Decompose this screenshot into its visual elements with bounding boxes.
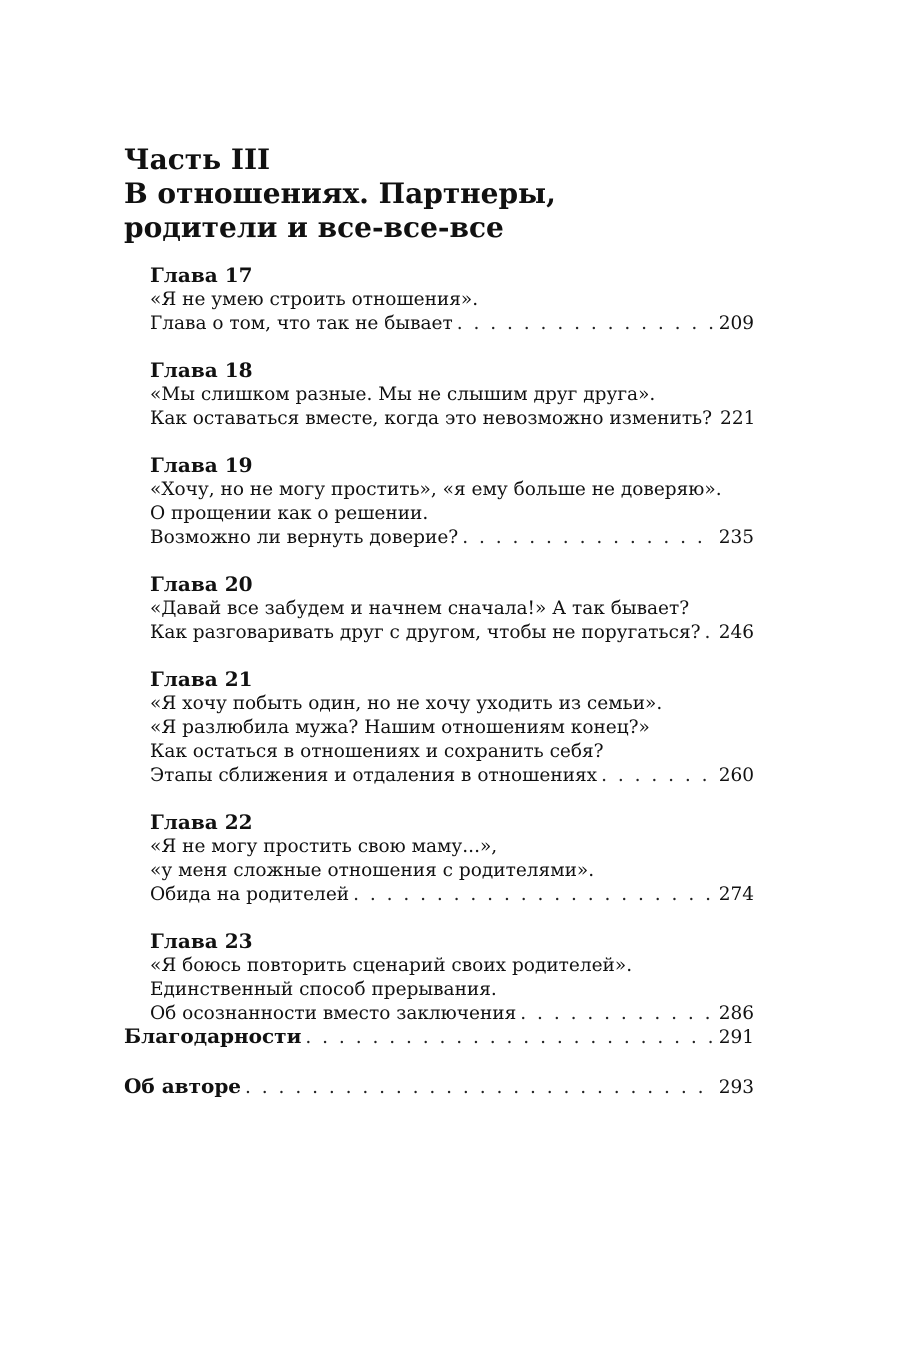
dot-leader [457,312,715,336]
chapter-title-with-page [150,407,754,431]
page-number: 235 [718,527,754,548]
toc-entry-about-author[interactable] [124,1070,754,1102]
chapter-title-with-page [150,621,754,645]
page-number: 246 [718,622,754,643]
part-title-line-1: В отношениях. Партнеры, [124,177,556,210]
page-number: 286 [718,1003,754,1024]
chapter-label: Глава 19 [150,453,253,477]
backmatter-title: Об авторе [124,1074,242,1098]
chapter-subtitle-line: Единственный способ прерывания. [150,979,497,1000]
chapter-subtitle-line: О прощении как о решении. [150,503,429,524]
chapter-subtitle-line: «Я не умею строить отношения». [150,289,479,310]
page-number: 291 [718,1027,754,1048]
toc-entry-chapter-17[interactable] [150,262,754,336]
chapter-title-line: Как оставаться вместе, когда это невозможно изменить? [150,408,713,429]
page-number: 209 [718,313,754,334]
chapter-title-line: Как разговаривать друг с другом, чтобы не поругаться? [150,622,701,643]
dot-leader [353,883,715,907]
chapter-title-with-page [150,526,754,550]
part-title-line-2: родители и все-все-все [124,211,504,244]
chapter-list [150,262,754,1047]
backmatter-list [124,1020,754,1120]
chapter-subtitle-line: «Я разлюбила мужа? Нашим отношениям конец?» [150,717,650,738]
chapter-title-line: Этапы сближения и отдаления в отношениях [150,765,598,786]
chapter-subtitle-line: «Хочу, но не могу простить», «я ему больше не доверяю». [150,479,722,500]
chapter-label: Глава 20 [150,572,253,596]
toc-entry-chapter-23[interactable] [150,928,754,1026]
part-label: Часть III [124,143,271,176]
chapter-subtitle-line: «Мы слишком разные. Мы не слышим друг друга». [150,384,656,405]
chapter-subtitle-line: «Я не могу простить свою маму...», [150,836,498,857]
toc-entry-chapter-20[interactable] [150,571,754,645]
chapter-title-line: Глава о том, что так не бывает [150,313,453,334]
chapter-title-line: Об осознанности вместо заключения [150,1003,517,1024]
page-number: 293 [718,1077,754,1098]
page-number: 221 [720,408,756,429]
part-heading [124,143,764,245]
chapter-subtitle-line: Как остаться в отношениях и сохранить себя? [150,741,604,762]
chapter-title-with-page [150,764,754,788]
chapter-title-with-page [150,312,754,336]
page-number: 274 [718,884,754,905]
dot-leader [462,526,714,550]
chapter-title-with-page [150,883,754,907]
chapter-subtitle-line: «Я хочу побыть один, но не хочу уходить из семьи». [150,693,663,714]
toc-entry-chapter-21[interactable] [150,666,754,788]
dot-leader [601,764,715,788]
toc-entry-acknowledgements[interactable] [124,1020,754,1052]
chapter-label: Глава 23 [150,929,253,953]
chapter-subtitle-line: «у меня сложные отношения с родителями». [150,860,595,881]
dot-leader [705,621,715,645]
backmatter-title: Благодарности [124,1024,302,1048]
chapter-label: Глава 17 [150,263,253,287]
toc-entry-chapter-22[interactable] [150,809,754,907]
chapter-subtitle-line: «Давай все забудем и начнем сначала!» А так бывает? [150,598,690,619]
toc-entry-chapter-18[interactable] [150,357,754,431]
chapter-subtitle-line: «Я боюсь повторить сценарий своих родителей». [150,955,633,976]
toc-entry-chapter-19[interactable] [150,452,754,550]
chapter-label: Глава 18 [150,358,253,382]
chapter-label: Глава 22 [150,810,253,834]
chapter-label: Глава 21 [150,667,253,691]
page-number: 260 [718,765,754,786]
chapter-title-line: Обида на родителей [150,884,350,905]
dot-leader [245,1072,715,1104]
chapter-title-line: Возможно ли вернуть доверие? [150,527,459,548]
dot-leader [305,1022,714,1054]
